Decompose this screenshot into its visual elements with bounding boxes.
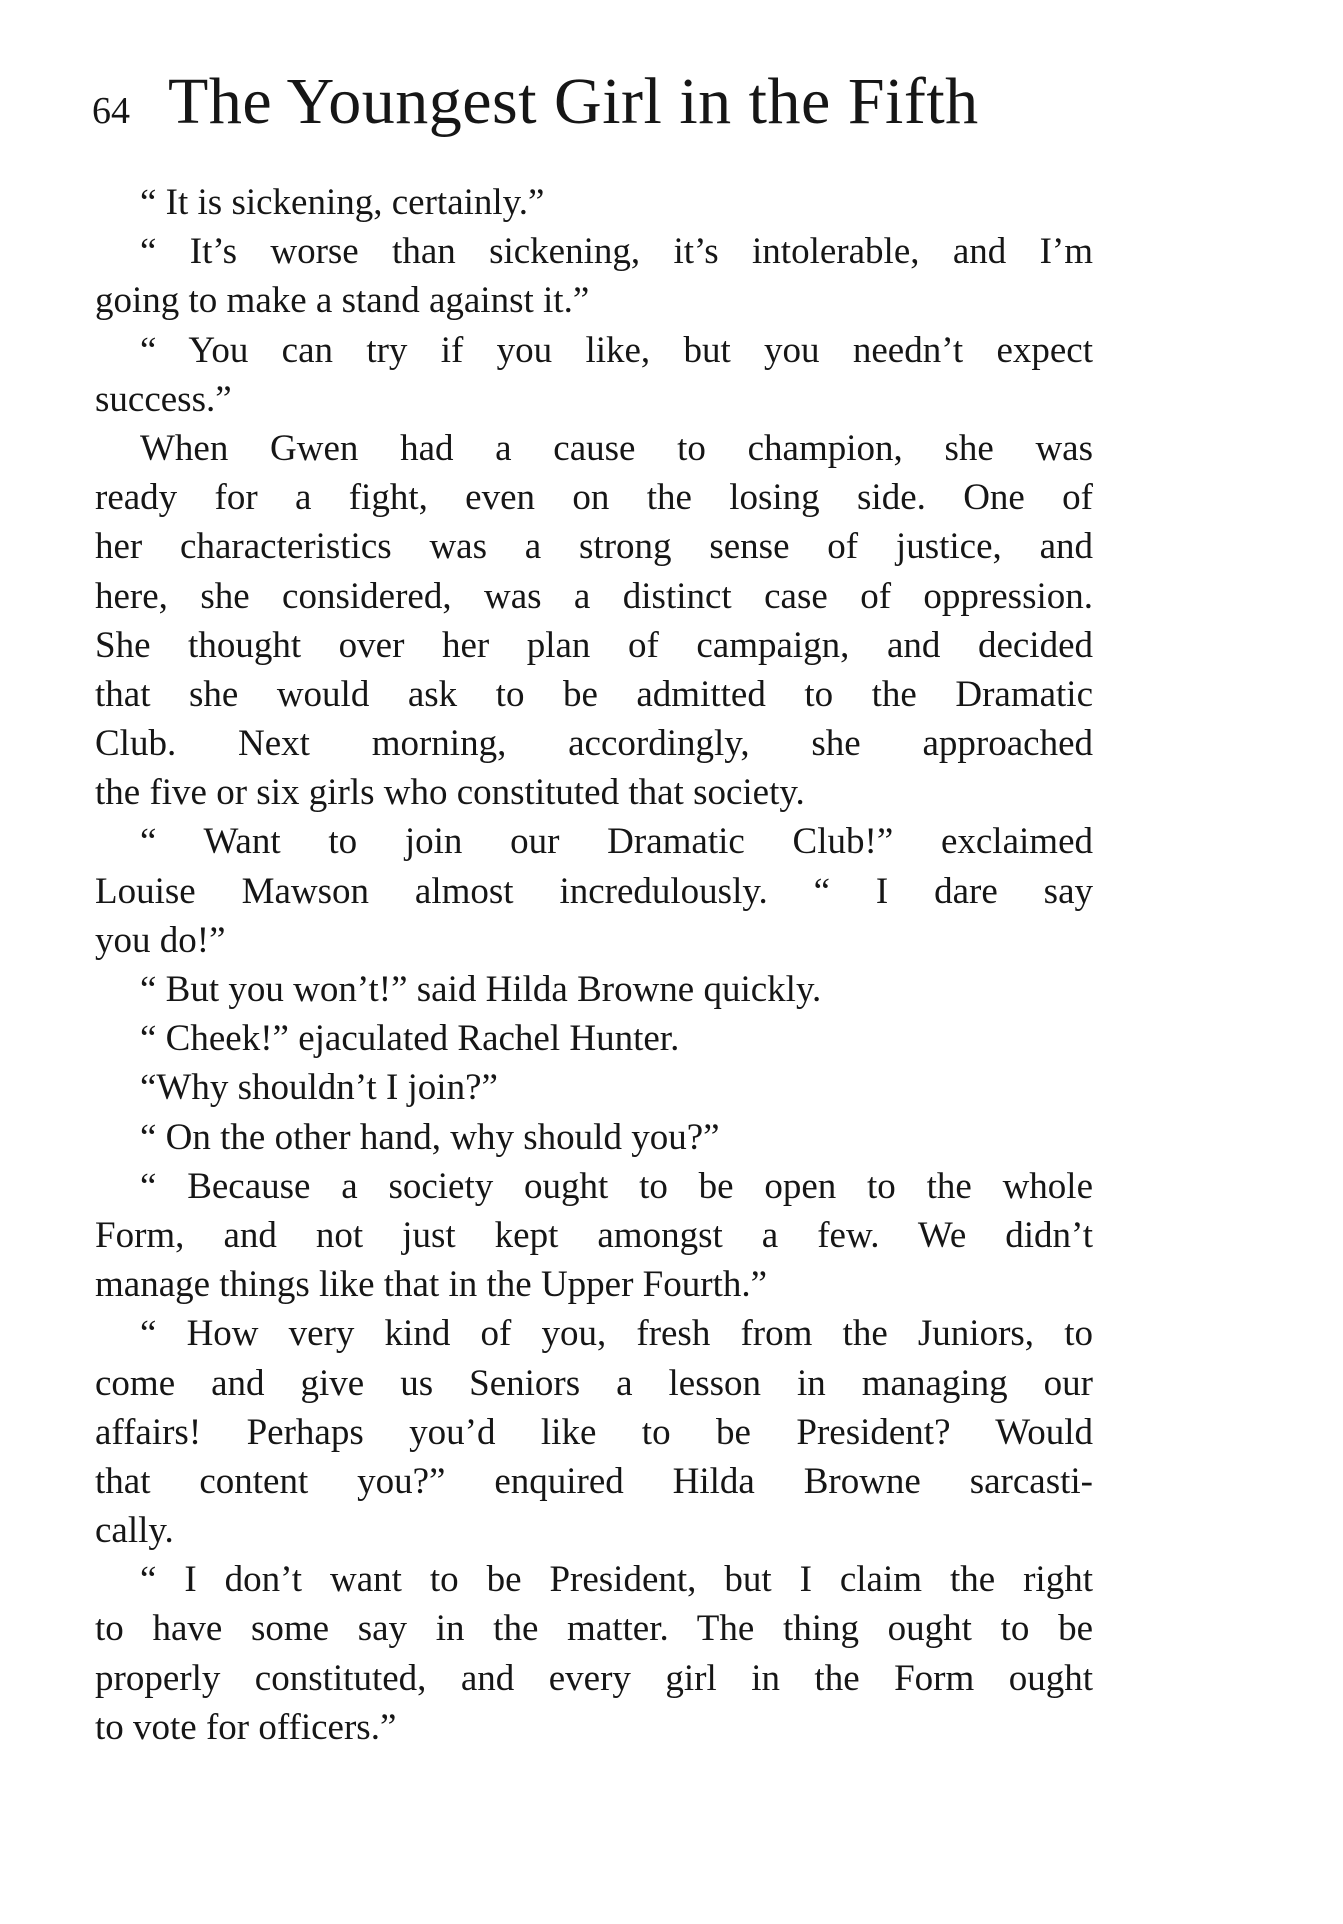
text-line: “ Because a society ought to be open to the whole bbox=[140, 1165, 1093, 1207]
text-line: “ On the other hand, why should you?” bbox=[140, 1116, 720, 1158]
text-line: that content you?” enquired Hilda Browne sarcasti- bbox=[95, 1460, 1093, 1502]
page-number: 64 bbox=[92, 90, 130, 132]
text-line: affairs! Perhaps you’d like to be President? Would bbox=[95, 1411, 1093, 1453]
body-text bbox=[95, 178, 1093, 1752]
text-line: “ I don’t want to be President, but I claim the right bbox=[140, 1559, 1093, 1601]
page-header bbox=[92, 64, 1092, 144]
text-line: Form, and not just kept amongst a few. We didn’t bbox=[95, 1214, 1093, 1256]
text-line: “ Cheek!” ejaculated Rachel Hunter. bbox=[140, 1018, 680, 1060]
text-line: “ Want to join our Dramatic Club!” exclaimed bbox=[140, 821, 1093, 863]
text-line: success.” bbox=[95, 378, 232, 420]
text-line: you do!” bbox=[95, 919, 226, 961]
text-line: manage things like that in the Upper Fourth.” bbox=[95, 1264, 768, 1306]
text-line: She thought over her plan of campaign, and decided bbox=[95, 624, 1093, 666]
text-line: “Why shouldn’t I join?” bbox=[140, 1067, 498, 1109]
text-line: ready for a fight, even on the losing side. One of bbox=[95, 477, 1093, 519]
text-line: cally. bbox=[95, 1510, 174, 1552]
text-line: to vote for officers.” bbox=[95, 1706, 397, 1748]
text-line: “ It is sickening, certainly.” bbox=[140, 182, 545, 223]
text-line: properly constituted, and every girl in the Form ought bbox=[95, 1657, 1093, 1699]
text-line: the five or six girls who constituted that society. bbox=[95, 772, 805, 814]
text-line: “ How very kind of you, fresh from the Juniors, to bbox=[140, 1313, 1093, 1355]
text-line: come and give us Seniors a lesson in managing our bbox=[95, 1362, 1093, 1404]
running-title: The Youngest Girl in the Fifth bbox=[168, 65, 979, 138]
text-line: “ But you won’t!” said Hilda Browne quickly. bbox=[140, 969, 822, 1010]
text-line: Louise Mawson almost incredulously. “ I dare say bbox=[95, 870, 1093, 912]
text-line: going to make a stand against it.” bbox=[95, 280, 590, 322]
text-line: “ It’s worse than sickening, it’s intolerable, and I’m bbox=[140, 231, 1093, 273]
text-line: “ You can try if you like, but you needn’t expect bbox=[140, 329, 1093, 371]
text-line: that she would ask to be admitted to the Dramatic bbox=[95, 673, 1093, 715]
text-line: her characteristics was a strong sense of justice, and bbox=[95, 526, 1093, 568]
text-line: When Gwen had a cause to champion, she was bbox=[140, 427, 1093, 469]
text-line: here, she considered, was a distinct case of oppression. bbox=[95, 575, 1093, 617]
text-line: Club. Next morning, accordingly, she approached bbox=[95, 723, 1093, 765]
text-line: to have some say in the matter. The thing ought to be bbox=[95, 1608, 1093, 1650]
